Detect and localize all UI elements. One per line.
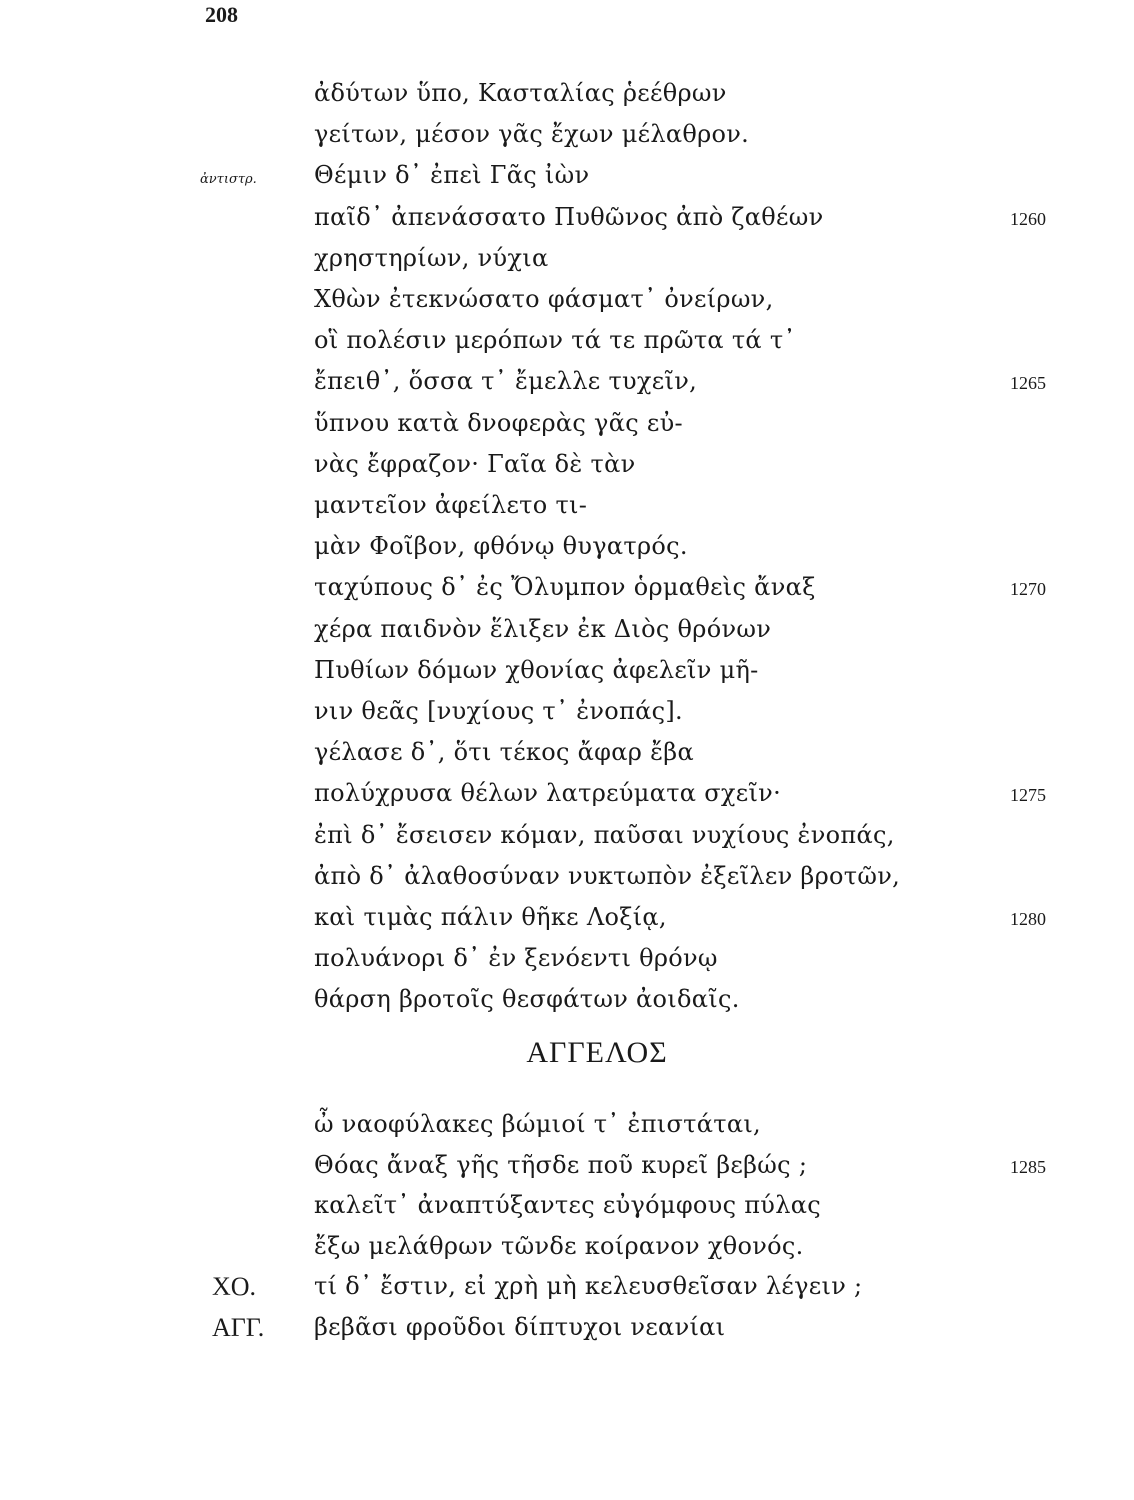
verse-text: καὶ τιμὰς πάλιν θῆκε Λοξίᾳ, [314,903,667,931]
verse-line [0,691,1134,732]
verse-text: ταχύπους δ᾽ ἐς Ὄλυμπον ὁρμαθεὶς ἄναξ [314,573,816,602]
verse-text: παῖδ᾽ ἀπενάσσατο Πυθῶνος ἀπὸ ζαθέων [314,202,824,231]
verse-line [0,609,1134,650]
verse-text: Θόας ἄναξ γῆς τῆσδε ποῦ κυρεῖ βεβώς ; [314,1150,808,1179]
verse-line [0,197,1134,238]
verse-line [0,155,1134,196]
speaker-label: ΑΓΓ. [212,1313,265,1342]
verse-text: χέρα παιδνὸν ἕλιξεν ἐκ Διὸς θρόνων [314,614,772,643]
verse-text: μὰν Φοῖβον, φθόνῳ θυγατρός. [314,532,688,561]
verse-line [0,567,1134,608]
verse-text: τί δ᾽ ἔστιν, εἰ χρὴ μὴ κελευσθεῖσαν λέγειν ; [314,1272,863,1301]
verse-line [0,1307,1134,1348]
verse-line [0,526,1134,567]
verse-text: ἔπειθ᾽, ὅσσα τ᾽ ἔμελλε τυχεῖν, [314,367,698,396]
verse-text: ἔξω μελάθρων τῶνδε κοίρανον χθονός. [314,1231,804,1260]
marginal-note: ἀντιστρ. [200,172,257,188]
verse-line [0,114,1134,155]
verse-line [0,73,1134,114]
line-number: 1265 [1010,373,1046,394]
verse-line [0,361,1134,402]
verse-line [0,732,1134,773]
verse-line [0,1266,1134,1307]
verse-line [0,1226,1134,1267]
verse-text: ὦ ναοφύλακες βώμιοί τ᾽ ἐπιστάται, [314,1110,761,1138]
verse-text: ἀδύτων ὕπο, Κασταλίας ῥεέθρων [314,79,727,107]
verse-line [0,1104,1134,1145]
verse-text: νὰς ἔφραζον· Γαῖα δὲ τὰν [314,449,636,478]
speaker-label: ΧΟ. [212,1272,257,1302]
verse-line [0,1185,1134,1226]
verse-text: χρηστηρίων, νύχια [314,243,549,272]
verse-line [0,938,1134,979]
verse-text: πολύχρυσα θέλων λατρεύματα σχεῖν· [314,779,782,808]
verse-text: ἐπὶ δ᾽ ἔσεισεν κόμαν, παῦσαι νυχίους ἐνοπάς, [314,820,895,849]
verse-text: βεβᾶσι φροῦδοι δίπτυχοι νεανίαι [314,1313,726,1341]
verse-line [0,856,1134,897]
verse-line [0,444,1134,485]
verse-line [0,320,1134,361]
verse-line [0,650,1134,691]
verse-text: γείτων, μέσον γᾶς ἔχων μέλαθρον. [314,120,750,149]
verse-text: καλεῖτ᾽ ἀναπτύξαντες εὐγόμφους πύλας [314,1191,821,1220]
verse-line [0,979,1134,1020]
verse-line [0,897,1134,938]
verse-line [0,238,1134,279]
verse-text: Χθὼν ἐτεκνώσατο φάσματ᾽ ὀνείρων, [314,285,774,313]
verse-text: Θέμιν δ᾽ ἐπεὶ Γᾶς ἰὼν [314,161,590,190]
verse-text: πολυάνορι δ᾽ ἐν ξενόεντι θρόνῳ [314,944,718,973]
line-number: 1280 [1010,909,1046,929]
verse-line [0,485,1134,526]
verse-text: γέλασε δ᾽, ὅτι τέκος ἄφαρ ἔβα [314,738,694,767]
verse-text: μαντεῖον ἀφείλετο τι- [314,491,588,519]
verse-text: ὕπνου κατὰ δνοφερὰς γᾶς εὐ- [314,408,683,437]
verse-text: οἳ πολέσιν μερόπων τά τε πρῶτα τά τ᾽ [314,326,796,355]
verse-text: νιν θεᾶς [νυχίους τ᾽ ἐνοπάς]. [314,697,683,725]
line-number: 1260 [1010,208,1046,229]
line-number: 1285 [1010,1156,1046,1177]
verse-line [0,403,1134,444]
speaker-heading: ΑΓΓΕΛΟΣ [526,1036,668,1069]
line-number: 1275 [1010,785,1046,806]
verse-line [0,815,1134,856]
verse-text: θάρση βροτοῖς θεσφάτων ἀοιδαῖς. [314,985,740,1014]
verse-text: ἀπὸ δ᾽ ἀλαθοσύναν νυκτωπὸν ἐξεῖλεν βροτῶν, [314,861,901,890]
verse-line [0,773,1134,814]
page-number: 208 [205,2,238,27]
verse-line [0,1145,1134,1186]
line-number: 1270 [1010,579,1046,600]
verse-text: Πυθίων δόμων χθονίας ἀφελεῖν μῆ- [314,655,759,684]
verse-line [0,279,1134,320]
